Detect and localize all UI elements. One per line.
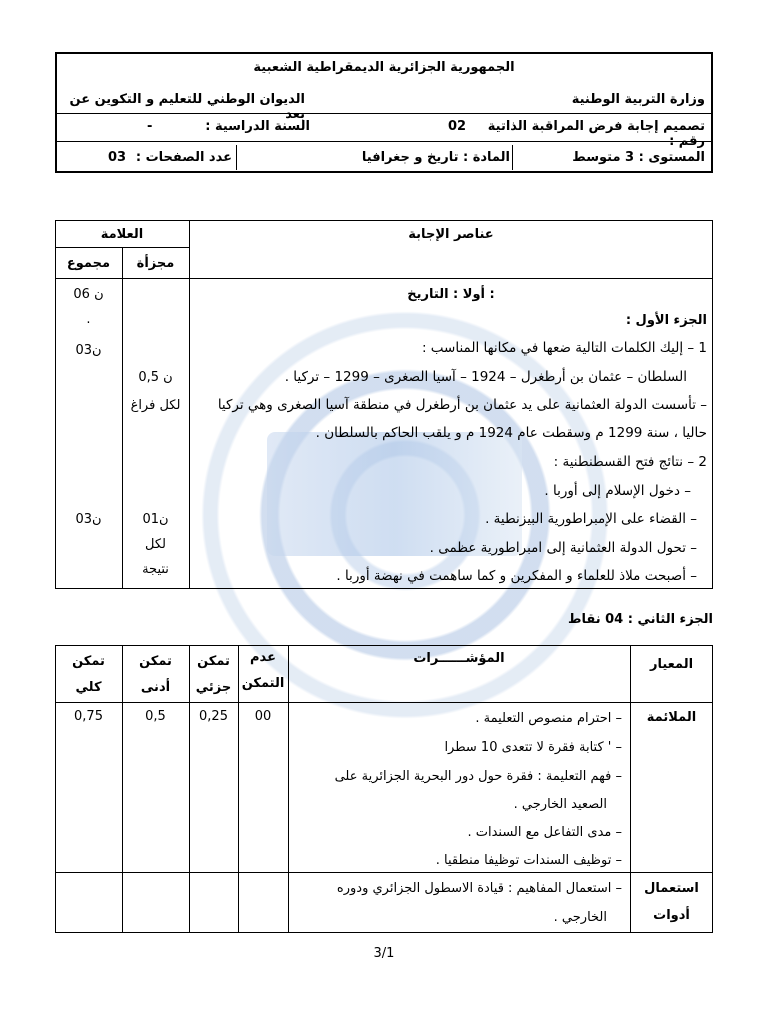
indicator-line: – مدى التفاعل مع السندات . (467, 825, 622, 840)
score-value: 00 (254, 709, 272, 724)
school-year-value: - (147, 119, 153, 134)
answer-line: – دخول الإسلام إلى أوربا . (544, 483, 691, 499)
office-name: الديوان الوطني للتعليم و التكوين عن بعد (69, 92, 305, 122)
answer-line: حاليا ، سنة 1299 م وسقطت عام 1924 م و يلقب الحاكم بالسلطان . (315, 425, 707, 441)
design-number: 02 (448, 119, 467, 134)
page-number: 3/1 (373, 946, 395, 961)
level: المستوى : 3 متوسط (572, 150, 705, 165)
total-mark-heading: مجموع (66, 256, 111, 271)
partial-mark: 01ن (142, 512, 169, 527)
indicator-line: – استعمال المفاهيم : قيادة الاسطول الجزائري ودوره (336, 881, 622, 896)
table-row-divider (55, 247, 189, 248)
indicator-line: – ' كتابة فقرة لا تتعدى 10 سطرا (444, 740, 622, 755)
criterion-name: الملائمة (646, 710, 697, 725)
indicator-line: – فهم التعليمة : فقرة حول دور البحرية الجزائرية على (334, 769, 622, 784)
table-row-divider (55, 702, 713, 703)
criterion-name: استعمال (644, 881, 699, 896)
answer-heading: عناصر الإجابة (408, 227, 494, 242)
full-mastery-heading: كلي (75, 680, 102, 695)
table-column-divider (288, 645, 289, 933)
answer-line: – تحول الدولة العثمانية إلى امبراطورية عظمى . (429, 540, 697, 556)
answer-line: 1 – إليك الكلمات التالية ضعها في مكانها المناسب : (421, 340, 707, 356)
table-column-divider (189, 220, 190, 589)
full-mastery-heading: تمكن (72, 654, 105, 669)
score-value: 0,25 (199, 709, 228, 724)
indicator-line: الخارجي . (553, 910, 607, 925)
indicator-line: – احترام منصوص التعليمة . (475, 711, 622, 726)
partial-mark: لكل فراغ (130, 398, 181, 413)
criterion-heading: المعيار (649, 657, 694, 672)
table-row-divider (55, 278, 713, 279)
minimum-mastery-heading: أدنى (140, 680, 171, 695)
answer-line: – القضاء على الإمبراطورية البيزنطية . (485, 511, 697, 527)
total-mark: 03ن (75, 343, 102, 358)
answer-line: – تأسست الدولة العثمانية على يد عثمان بن أرطغرل في منطقة آسيا الصغرى وهي تركيا (217, 397, 707, 413)
no-mastery-heading: عدم (250, 650, 276, 665)
partial-mastery-heading: تمكن (197, 654, 230, 669)
mark-heading: العلامة (100, 227, 144, 242)
total-mark: 03ن (75, 512, 102, 527)
partial-mastery-heading: جزئي (195, 680, 232, 695)
republic-name: الجمهورية الجزائرية الديمقراطية الشعبية (253, 60, 515, 75)
no-mastery-heading: التمكن (241, 676, 285, 691)
score-value: 0,5 (145, 709, 166, 724)
design-title: تصميم إجابة فرض المراقبة الذاتية رقم : (487, 119, 705, 149)
ministry-name: وزارة التربية الوطنية (571, 92, 705, 107)
part-two-heading: الجزء الثاني : 04 نقاط (567, 612, 713, 627)
answer-line: – أصبحت ملاذ للعلماء و المفكرين و كما ساهمت في نهضة أوربا . (336, 568, 697, 584)
section-heading: أولا : التاريخ : (407, 287, 495, 302)
pages-label: عدد الصفحات : (135, 150, 232, 165)
partial-mark: نتيجة (142, 562, 169, 577)
answer-line: 2 – نتائج فتح القسطنطنية : (553, 454, 707, 470)
partial-mark: 0,5 ن (138, 370, 173, 385)
partial-mark: لكل (145, 537, 166, 552)
school-year-label: السنة الدراسية : (205, 119, 310, 134)
minimum-mastery-heading: تمكن (139, 654, 172, 669)
total-mark: . (86, 312, 91, 327)
subject: المادة : تاريخ و جغرافيا (361, 150, 510, 165)
pages-value: 03 (108, 150, 127, 165)
header-cell-divider (236, 145, 237, 170)
indicator-line: – توظيف السندات توظيفا منطقيا . (435, 853, 622, 868)
indicator-line: الصعيد الخارجي . (513, 797, 607, 812)
indicators-heading: المؤشــــــرات (413, 651, 505, 666)
partial-mark-heading: مجزأة (136, 256, 175, 271)
answer-line: السلطان – عثمان بن أرطغرل – 1924 – آسيا الصغرى – 1299 – تركيا . (284, 369, 687, 385)
criterion-name: أدوات (653, 908, 690, 923)
table-row-divider (55, 872, 713, 873)
part-heading: الجزء الأول : (625, 313, 707, 328)
total-mark: 06 ن (73, 287, 104, 302)
score-value: 0,75 (74, 709, 103, 724)
